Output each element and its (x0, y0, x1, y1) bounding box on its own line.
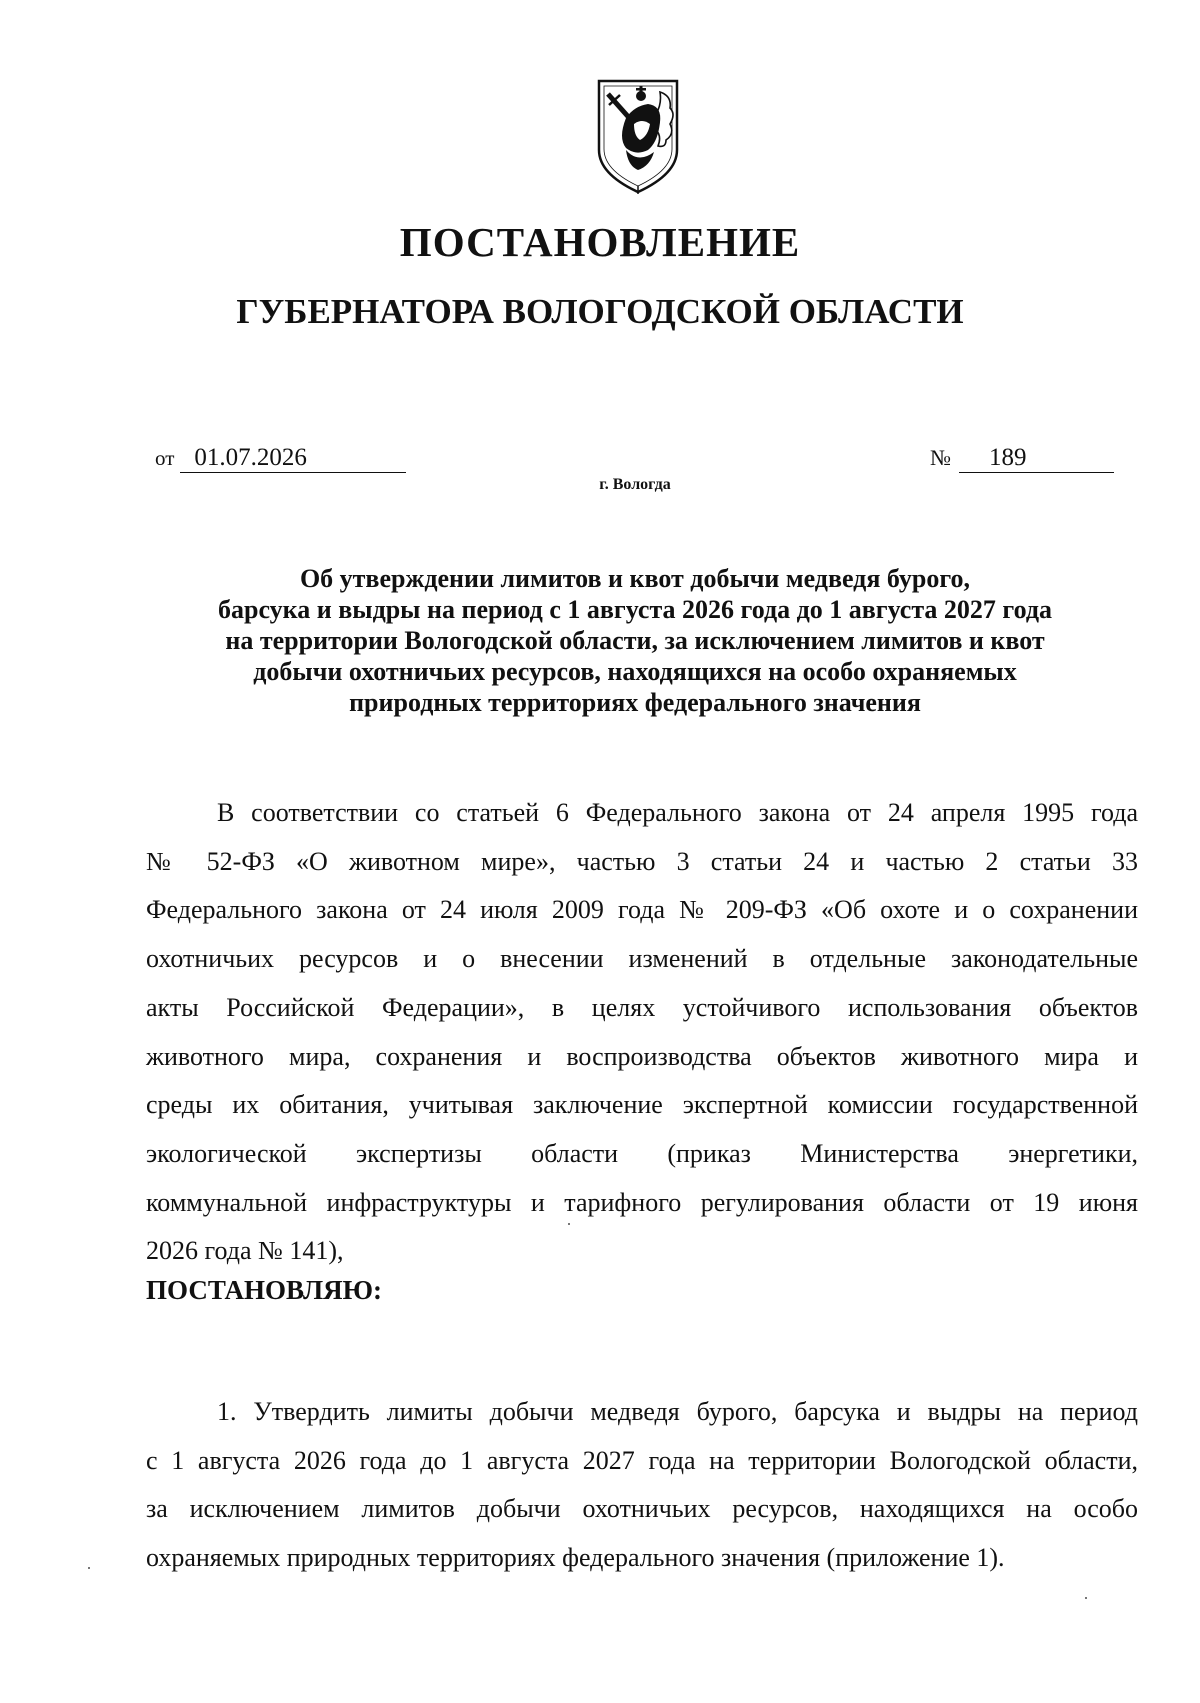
paragraph-line: 2026 года № 141), (146, 1236, 344, 1266)
document-issuer: ГУБЕРНАТОРА ВОЛОГОДСКОЙ ОБЛАСТИ (236, 292, 964, 331)
paragraph-line: № 52-ФЗ «О животном мире», частью 3 статьи 24 и частью 2 статьи 33 (146, 846, 1138, 876)
scan-speck (1085, 1597, 1087, 1599)
document-subject (150, 563, 1120, 718)
subject-line: Об утверждении лимитов и квот добычи медведя бурого, (299, 564, 971, 593)
paragraph-line: Федерального закона от 24 июля 2009 года № 209-ФЗ «Об охоте и о сохранении (146, 895, 1138, 925)
paragraph-line: животного мира, сохранения и воспроизводства объектов животного мира и (146, 1041, 1138, 1071)
paragraph-line: В соответствии со статьей 6 Федерального закона от 24 апреля 1995 года (217, 798, 1138, 827)
number-value: 189 (959, 445, 1114, 473)
date-field (155, 444, 406, 473)
subject-line: добычи охотничьих ресурсов, находящихся на особо охраняемых (253, 657, 1017, 686)
number-field (930, 444, 1114, 473)
subject-line: на территории Вологодской области, за исключением лимитов и квот (225, 626, 1045, 655)
scan-speck (88, 1567, 90, 1569)
city-label: г. Вологда (599, 476, 671, 493)
paragraph-line: охотничьих ресурсов и о внесении изменений в отдельные законодательные (146, 944, 1138, 974)
decree-heading: ПОСТАНОВЛЯЮ: (146, 1275, 382, 1305)
paragraph-line: 1. Утвердить лимиты добычи медведя бурого, барсука и выдры на период (217, 1397, 1138, 1426)
paragraph-line: коммунальной инфраструктуры и тарифного регулирования области от 19 июня (146, 1187, 1138, 1217)
document-title: ПОСТАНОВЛЕНИЕ (399, 219, 801, 265)
date-value: 01.07.2026 (180, 445, 406, 473)
coat-of-arms-icon (596, 78, 680, 196)
subject-line: барсука и выдры на период с 1 августа 2026 года до 1 августа 2027 года (218, 595, 1052, 624)
number-sign-label: № (930, 445, 951, 470)
date-prefix-label: от (155, 446, 175, 470)
paragraph-line: с 1 августа 2026 года до 1 августа 2027 года на территории Вологодской области, (146, 1445, 1138, 1475)
paragraph-line: среды их обитания, учитывая заключение экспертной комиссии государственной (146, 1090, 1138, 1120)
clause-1-paragraph (146, 1388, 1138, 1583)
paragraph-line: за исключением лимитов добычи охотничьих ресурсов, находящихся на особо (146, 1494, 1138, 1524)
subject-line: природных территориях федерального значения (349, 688, 921, 717)
preamble-paragraph (146, 789, 1138, 1276)
paragraph-line: акты Российской Федерации», в целях устойчивого использования объектов (146, 992, 1138, 1022)
paragraph-line: охраняемых природных территориях федерального значения (приложение 1). (146, 1543, 1005, 1573)
scan-speck (568, 1223, 570, 1225)
paragraph-line: экологической экспертизы области (приказ Министерства энергетики, (146, 1138, 1138, 1168)
